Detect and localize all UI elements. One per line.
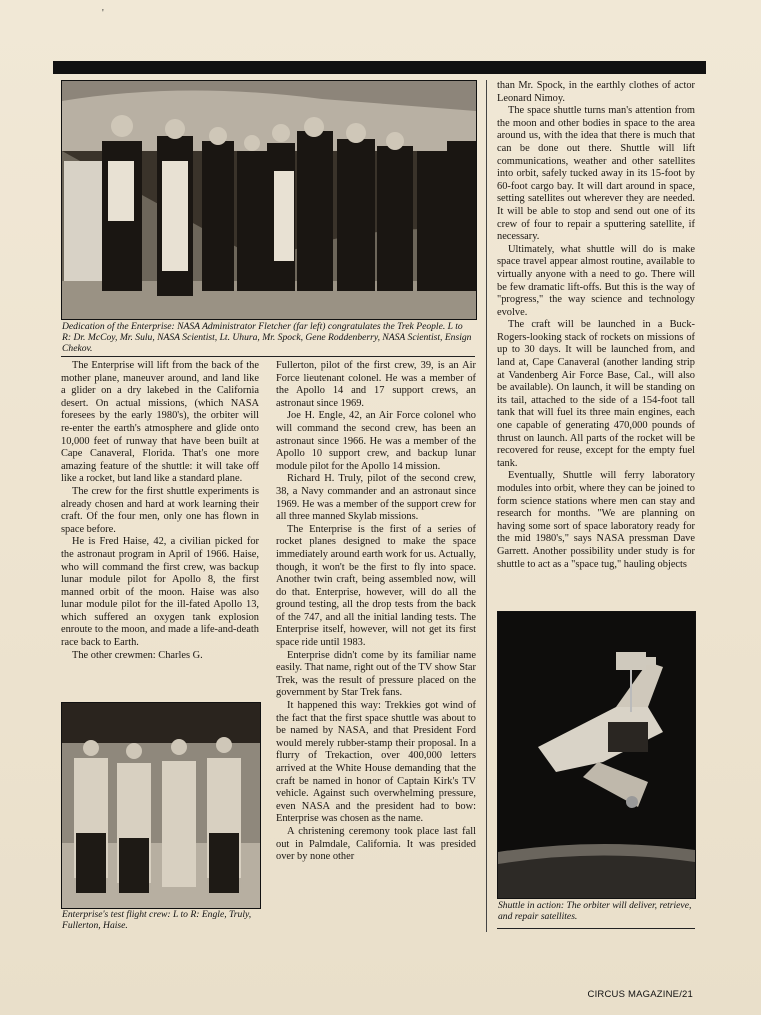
paragraph: He is Fred Haise, 42, a civilian picked for the astronaut program in April of 1966. Haise, who will command the first crew, was backup lunar module pilot for Apollo 8, the first manned orbit of the moon. Haise was also lunar module pilot for the ill-fated Apollo 13, which suffered an oxygen tank explosion enroute to the moon, and made a life-and-death race back to Earth.: [61, 536, 259, 649]
middle-column: [276, 360, 476, 864]
paragraph: Fullerton, pilot of the first crew, 39, is an Air Force lieutenant colonel. He was a member of the Apollo 14 and 17 support crews, an astronaut since 1969.: [276, 360, 476, 409]
dedication-caption: Dedication of the Enterprise: NASA Administrator Fletcher (far left) congratulates the Trek People. L to R: Dr. McCoy, Mr. Sulu, NASA Scientist, Lt. Uhura, Mr. Spock, Gene Roddenberry, NASA Scientist, Ensign Chekov.: [62, 321, 472, 354]
paragraph: than Mr. Spock, in the earthly clothes of actor Leonard Nimoy.: [497, 80, 695, 104]
crew-photo: [61, 702, 261, 909]
footer-rule: [497, 928, 695, 929]
paragraph: The crew for the first shuttle experiments is already chosen and hard at work learning their craft. Of the four men, only one has flown in space before.: [61, 485, 259, 535]
left-column: [61, 360, 259, 662]
paragraph: Enterprise didn't come by its familiar name easily. That name, right out of the TV show Star Trek, was the result of pressure placed on the government by Star Trek fans.: [276, 649, 476, 699]
caption-rule: [61, 356, 475, 357]
shuttle-caption: Shuttle in action: The orbiter will deliver, retrieve, and repair satellites.: [498, 900, 692, 922]
margin-mark: ': [102, 8, 104, 19]
top-rule-bar: [53, 61, 706, 74]
paragraph: Ultimately, what shuttle will do is make space travel appear almost routine, available to virtually anyone with a need to go. There will be few dramatic lift-offs. But this is the way of "progress," the way science and technology evolve.: [497, 243, 695, 318]
paragraph: Joe H. Engle, 42, an Air Force colonel who will command the second crew, has been an astronaut since 1966. He was a member of the Apollo 10 support crew, and backup lunar module pilot for the Apollo 14 mission.: [276, 410, 476, 472]
folio: CIRCUS MAGAZINE/21: [587, 989, 693, 1000]
right-column: [497, 80, 695, 571]
shuttle-photo: [497, 611, 696, 899]
column-rule: [486, 80, 487, 932]
paragraph: Richard H. Truly, pilot of the second crew, 38, a Navy commander and an astronaut since 1969. He was a member of the support crew for all three manned Skylab missions.: [276, 473, 476, 523]
dedication-photo: [61, 80, 477, 320]
paragraph: A christening ceremony took place last fall out in Palmdale, California. It was presided over by none other: [276, 825, 476, 863]
paragraph: The craft will be launched in a Buck-Rogers-looking stack of rockets on missions of up to 30 days. It will be launched from, and land at, Cape Canaveral (another landing strip at Vandenberg Air Force Base, Cal., will also be available). On launch, it will be standing on its tail, attached to the side of a 154-foot tall tank that will fuel its three main engines, each one capable of generating 470,000 pounds of thrust on launch. All parts of the rocket will be recovered for reuse, except for the empty fuel tank.: [497, 319, 695, 469]
paragraph: The Enterprise will lift from the back of the mother plane, maneuver around, and land like a glider on a dry lakebed in the California desert. On actual missions, (which NASA foresees by the early 1980's), the orbiter will re-enter the earth's atmosphere and glide onto 10,000 feet of runway that have been built at Cape Canaveral, Florida. That's one more amazing feature of the shuttle: it will take off like a rocket, but land like a standard plane.: [61, 360, 259, 485]
paragraph: The other crewmen: Charles G.: [72, 649, 203, 661]
paragraph: Eventually, Shuttle will ferry laboratory modules into orbit, where they can be joined to form science stations where men can stay and research for months. "We are planning on having some sort of space laboratory ready for the mid 1980's," says NASA pressman Dave Garrett. Another possibility under study is for shuttle to act as a "space tug," hauling objects: [497, 470, 695, 570]
paragraph: The space shuttle turns man's attention from the moon and other bodies in space to the area around us, with the idea that there is much that can be done out there. Shuttle will lift communications, weather and other satellites into orbit, safely tucked away in its 15-foot by 60-foot cargo bay. It will dart around in space, setting satellites out wherever they are needed. It will be able to stop and send out one of its crew of four to repair a sputtering satellite, if necessary.: [497, 105, 695, 243]
paragraph: It happened this way: Trekkies got wind of the fact that the first space shuttle was about to be named by NASA, and that President Ford would merely rubber-stamp their proposal. In a flurry of Trekaction, over 400,000 letters arrived at the White House demanding that the craft be named in honor of Captain Kirk's TV vehicle. Against such overwhelming pressure, even NASA and the president had to bow: Enterprise was chosen as the name.: [276, 700, 476, 825]
paragraph: The Enterprise is the first of a series of rocket planes designed to make the space immediately around earth work for us. Actually, though, it won't be the first to fly into space. Another twin craft, being assembled now, will do that. Enterprise, however, will do all the ground testing, all the drop tests from the back of the 747, and all the initial landing tests. The Enterprise itself, however, will not get its first space ride until 1983.: [276, 523, 476, 649]
crew-caption: Enterprise's test flight crew: L to R: Engle, Truly, Fullerton, Haise.: [62, 909, 252, 931]
